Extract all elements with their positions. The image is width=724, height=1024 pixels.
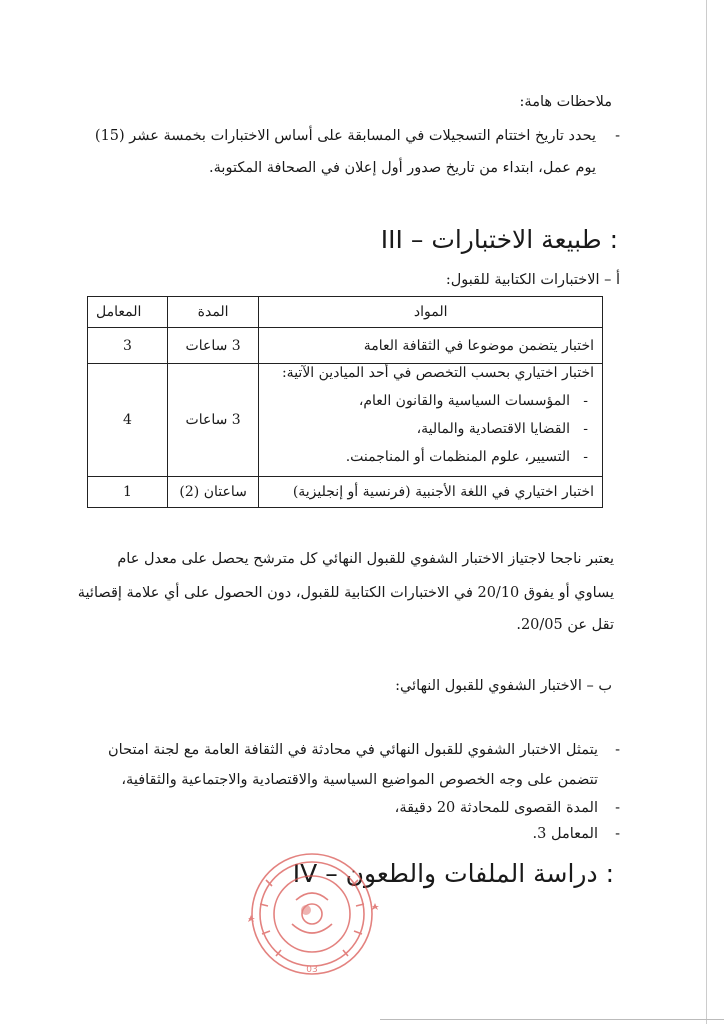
row3-duration: ساعتان (2) — [167, 477, 259, 508]
row2-subject: اختبار اختياري بحسب التخصص في أحد الميادين الآتية: — [281, 365, 594, 381]
part-b-heading: ب – الاختبار الشفوي للقبول النهائي: — [395, 678, 612, 694]
oral-item-3-text: المعامل 3. — [532, 826, 598, 842]
success-paragraph-line-1: يعتبر ناجحا لاجتياز الاختبار الشفوي للقبول النهائي كل مترشح يحصل على معدل عام — [117, 551, 614, 567]
list-dash: - — [615, 742, 620, 758]
list-item: - التسيير، علوم المنظمات أو المناجمنت. — [267, 443, 594, 471]
section-3-heading: III – طبيعة الاختبارات : — [380, 225, 618, 254]
row1-coefficient: 3 — [88, 328, 168, 364]
official-seal-stamp — [236, 844, 384, 984]
header-coefficient: المعامل — [88, 297, 168, 328]
note-item — [80, 124, 620, 184]
table-row — [88, 328, 603, 364]
written-tests-table — [87, 296, 603, 508]
list-dash: - — [615, 128, 620, 144]
success-paragraph-line-2: يساوي أو يفوق 20/10 في الاختبارات الكتابية للقبول، دون الحصول على أي علامة إقصائية — [77, 585, 614, 601]
oral-item-2-text: المدة القصوى للمحادثة 20 دقيقة، — [394, 800, 598, 816]
oral-item-2 — [80, 796, 620, 820]
table-row — [88, 477, 603, 508]
row1-duration: 3 ساعات — [167, 328, 259, 364]
row3-coefficient: 1 — [88, 477, 168, 508]
part-a-heading: أ – الاختبارات الكتابية للقبول: — [445, 272, 620, 288]
list-dash: - — [615, 826, 620, 842]
header-duration: المدة — [167, 297, 259, 328]
row1-subject: اختبار يتضمن موضوعا في الثقافة العامة — [259, 328, 603, 364]
oral-item-1-cont — [80, 768, 620, 792]
list-dash: - — [615, 800, 620, 816]
oral-item-1 — [80, 738, 620, 762]
oral-item-1-line-2: تتضمن على وجه الخصوص المواضيع السياسية والاقتصادية والاجتماعية والثقافية، — [121, 772, 598, 788]
row3-subject: اختبار اختياري في اللغة الأجنبية (فرنسية أو إنجليزية) — [259, 477, 603, 508]
notes-title: ملاحظات هامة: — [519, 94, 612, 110]
header-subject: المواد — [259, 297, 603, 328]
list-item: - المؤسسات السياسية والقانون العام، — [267, 387, 594, 415]
row2-subject-cell — [259, 364, 603, 477]
row2-duration: 3 ساعات — [167, 364, 259, 477]
section-4-heading: IV – دراسة الملفات والطعون : — [292, 859, 614, 888]
specialty-fields-list — [267, 387, 594, 471]
stamp-number: 03 — [306, 965, 318, 975]
success-paragraph-line-3: تقل عن 20/05. — [516, 617, 614, 633]
table-row — [88, 364, 603, 477]
note-line-1: يحدد تاريخ اختتام التسجيلات في المسابقة على أساس الاختبارات بخمسة عشر (15) — [94, 128, 596, 144]
table-header-row — [88, 297, 603, 328]
oral-item-3 — [80, 822, 620, 846]
row2-coefficient: 4 — [88, 364, 168, 477]
list-item: - القضايا الاقتصادية والمالية، — [267, 415, 594, 443]
note-line-2: يوم عمل، ابتداء من تاريخ صدور أول إعلان في الصحافة المكتوبة. — [209, 160, 596, 176]
oral-item-1-line-1: يتمثل الاختبار الشفوي للقبول النهائي في محادثة في الثقافة العامة مع لجنة امتحان — [108, 742, 598, 758]
page-bottom-edge — [380, 1019, 724, 1020]
page-edge — [706, 0, 707, 1024]
